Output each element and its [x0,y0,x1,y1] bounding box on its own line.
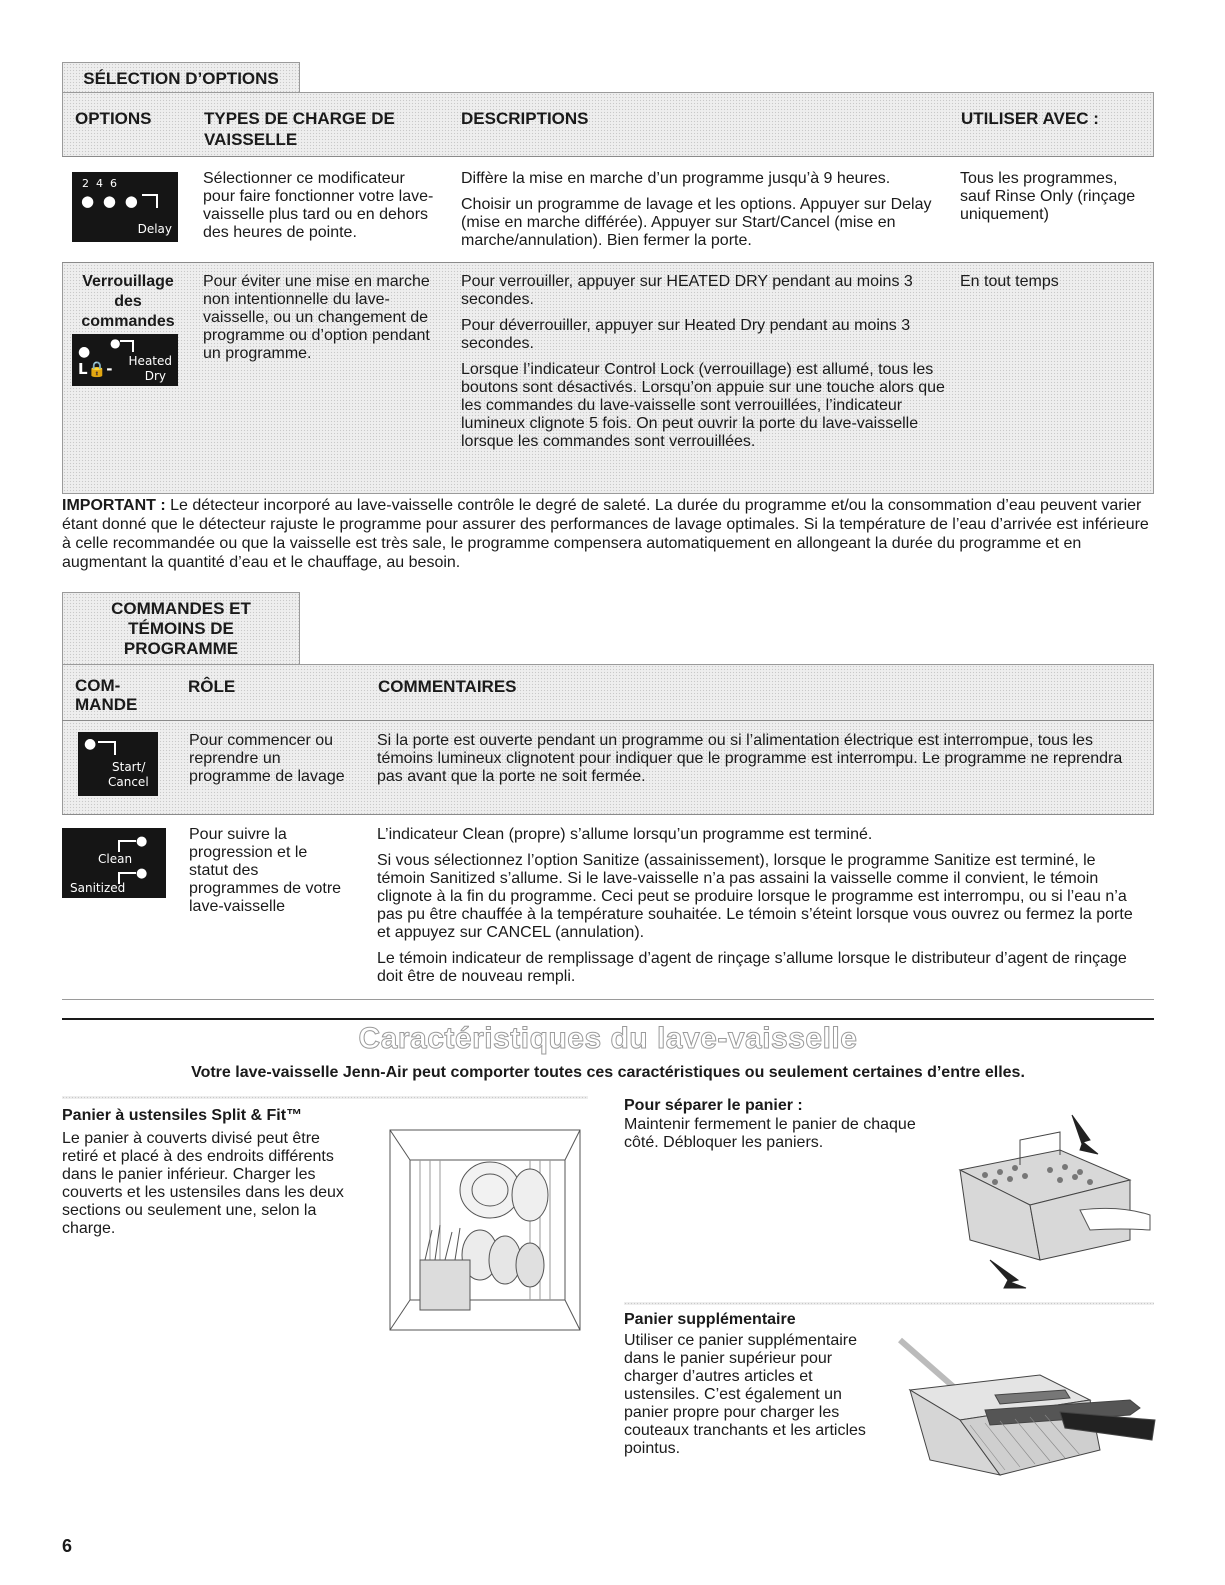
arrow-up-icon [1072,1115,1098,1154]
extra-rule [624,1302,1154,1305]
heated-dry-led2-icon: ● [110,336,121,350]
clean-comment-1: L’indicateur Clean (propre) s’allume lorsqu’un programme est terminé. [377,826,873,843]
delay-use-with: Tous les programmes, sauf Rinse Only (rinçage uniquement) [960,170,1136,223]
lock-use-with: En tout temps [960,273,1059,290]
split-fit-rule [62,1096,588,1099]
lock-description-1: Pour verrouiller, appuyer sur HEATED DRY pendant au moins 3 secondes. [461,273,913,308]
clean-sanitized-panel [62,828,166,898]
delay-panel-numbers: 2 4 6 [82,177,117,190]
lock-option-name: Verrouillage des commandes [81,273,175,330]
clean-bracket-icon [118,840,136,852]
start-bracket-icon [98,741,116,755]
clean-comment-2: Si vous sélectionnez l’option Sanitize (assainissement), lorsque le programme Sanitize est terminé, le témoin Sanitized s’allume. Si le lave-vaisselle n’a pas assaini la vaisselle comme il convient, le témoin clignote à la fin du programme. Ceci peut se produire lorsque le programme est interrompu, ou si l’eau n’a pas pu être chauffée à la température souhaitée. Le témoin s’éteint lorsque vous ouvrez ou fermez la porte et appuyez sur CANCEL (annulation). [377,852,1133,941]
options-tab-label [62,62,300,92]
controls-header-command: COM- MANDE [75,676,138,714]
delay-description-2: Choisir un programme de lavage et les options. Appuyer sur Delay (mise en marche différée). Appuyer sur Start/Cancel (mise en marche/annulation). Bien fermer la porte. [461,196,932,249]
clean-comment-3: Le témoin indicateur de remplissage d’agent de rinçage s’allume lorsque le distributeur d’agent de rinçage doit être de nouveau rempli. [377,950,1127,985]
important-note [62,496,1162,572]
clean-comments [377,826,1139,994]
dishwasher-rack-illustration [380,1120,590,1340]
clean-role: Pour suivre la progression et le statut des programmes de votre lave-vaisselle [189,826,342,915]
options-header-descriptions: DESCRIPTIONS [461,109,589,128]
start-cancel-label-2: Cancel [108,775,149,789]
important-label: IMPORTANT : [62,497,166,514]
separate-basket-illustration [940,1110,1154,1290]
split-fit-text: Le panier à couverts divisé peut être retiré et placé à des endroits différents dans le panier inférieur. Charger les couverts et les ustensiles dans les deux sections ou seulement une, selon la charge. [62,1130,344,1237]
controls-tab-text: COMMANDES ET TÉMOINS DE PROGRAMME [111,599,251,658]
lock-icon: L🔒- [78,360,113,378]
options-tab-text: SÉLECTION D’OPTIONS [83,69,279,88]
controls-row-start-divider [62,720,1154,721]
separate-title: Pour séparer le panier : [624,1097,803,1114]
extra-basket-illustration [890,1330,1160,1480]
start-cancel-role: Pour commencer ou reprendre un programme de lavage [189,732,345,785]
split-fit-title: Panier à ustensiles Split & Fit™ [62,1107,303,1124]
rack-drawing [380,1120,590,1340]
heated-dry-panel [72,334,178,386]
options-header-use-with: UTILISER AVEC : [961,109,1099,128]
delay-descriptions [461,170,947,258]
delay-panel [72,172,178,242]
extra-text: Utiliser ce panier supplémentaire dans le panier supérieur pour charger d’autres articles et ustensiles. C’est également un panier propre pour charger les couteaux tranchants et les articles pointus. [624,1332,866,1457]
options-header-load-types: TYPES DE CHARGE DE VAISSELLE [204,109,395,149]
sanitized-label: Sanitized [70,881,126,895]
controls-header-comments: COMMENTAIRES [378,677,517,696]
start-cancel-panel [78,732,158,796]
options-header-options: OPTIONS [75,109,152,128]
start-cancel-comment-1: Si la porte est ouverte pendant un programme ou si l’alimentation électrique est interrompue, tous les témoins lumineux clignotent pour indiquer que le programme est interrompu. Le programme ne reprendra pas avant que la porte ne soit fermée. [377,732,1123,785]
heated-dry-bracket-icon [120,340,134,352]
controls-tab-label [62,592,300,664]
start-cancel-comments [377,732,1137,794]
clean-label: Clean [98,852,133,866]
heated-dry-label-2: Dry [144,369,166,383]
separate-basket-drawing [940,1110,1154,1290]
lock-load-types: Pour éviter une mise en marche non intentionnelle du lave-vaisselle, ou un changement de programme ou d’option pendant un programme. [203,273,430,362]
important-text: Le détecteur incorporé au lave-vaisselle contrôle le degré de saleté. La durée du programme et/ou la consommation d’eau peuvent varier étant donné que le détecteur rajuste le programme pour assurer des performances de lavage optimales. Si la température de l’eau d’arrivée est inférieure à celle recommandée ou que la vaisselle est très sale, le programme compensera automatiquement en allongeant la durée du programme et en augmentant la quantité d’eau et le chauffage, au besoin. [62,497,1149,571]
extra-title: Panier supplémentaire [624,1311,796,1328]
delay-bracket-icon [142,194,158,208]
features-rule [62,1018,1154,1020]
controls-header-role: RÔLE [188,677,236,696]
heated-dry-label-1: Heated [128,354,172,368]
sanitized-led-icon: ● [136,866,148,881]
start-led-icon: ● [84,736,97,752]
heated-dry-led-icon: ● [78,344,91,360]
delay-led-icon: ● ● ● [81,192,140,210]
features-title: Caractéristiques du lave-vaisselle [358,1022,858,1055]
arrow-down-icon [990,1260,1026,1288]
clean-led-icon: ● [136,834,148,849]
delay-load-types: Sélectionner ce modificateur pour faire fonctionner votre lave-vaisselle plus tard ou en dehors des heures de pointe. [203,170,434,241]
lock-description-3: Lorsque l’indicateur Control Lock (verrouillage) est allumé, tous les boutons sont désactivés. Lorsqu’on appuie sur une touche alors que les commandes du lave-vaisselle sont verrouillées, l’indicateur lumineux clignote 5 fois. On peut ouvrir la porte du lave-vaisselle lorsque les commandes sont verrouillées. [461,361,945,450]
extra-basket-drawing [890,1330,1160,1480]
delay-description-1: Diffère la mise en marche d’un programme jusqu’à 9 heures. [461,170,891,187]
features-subtitle: Votre lave-vaisselle Jenn-Air peut comporter toutes ces caractéristiques ou seulement certaines d’entre elles. [191,1064,1025,1081]
separate-text: Maintenir fermement le panier de chaque côté. Débloquer les paniers. [624,1116,916,1151]
page-number: 6 [62,1536,73,1556]
lock-description-2: Pour déverrouiller, appuyer sur Heated Dry pendant au moins 3 secondes. [461,317,911,352]
delay-panel-label: Delay [137,222,172,236]
lock-descriptions [461,273,947,459]
start-cancel-label-1: Start/ [112,760,146,774]
options-row-lock-divider [62,262,1154,263]
